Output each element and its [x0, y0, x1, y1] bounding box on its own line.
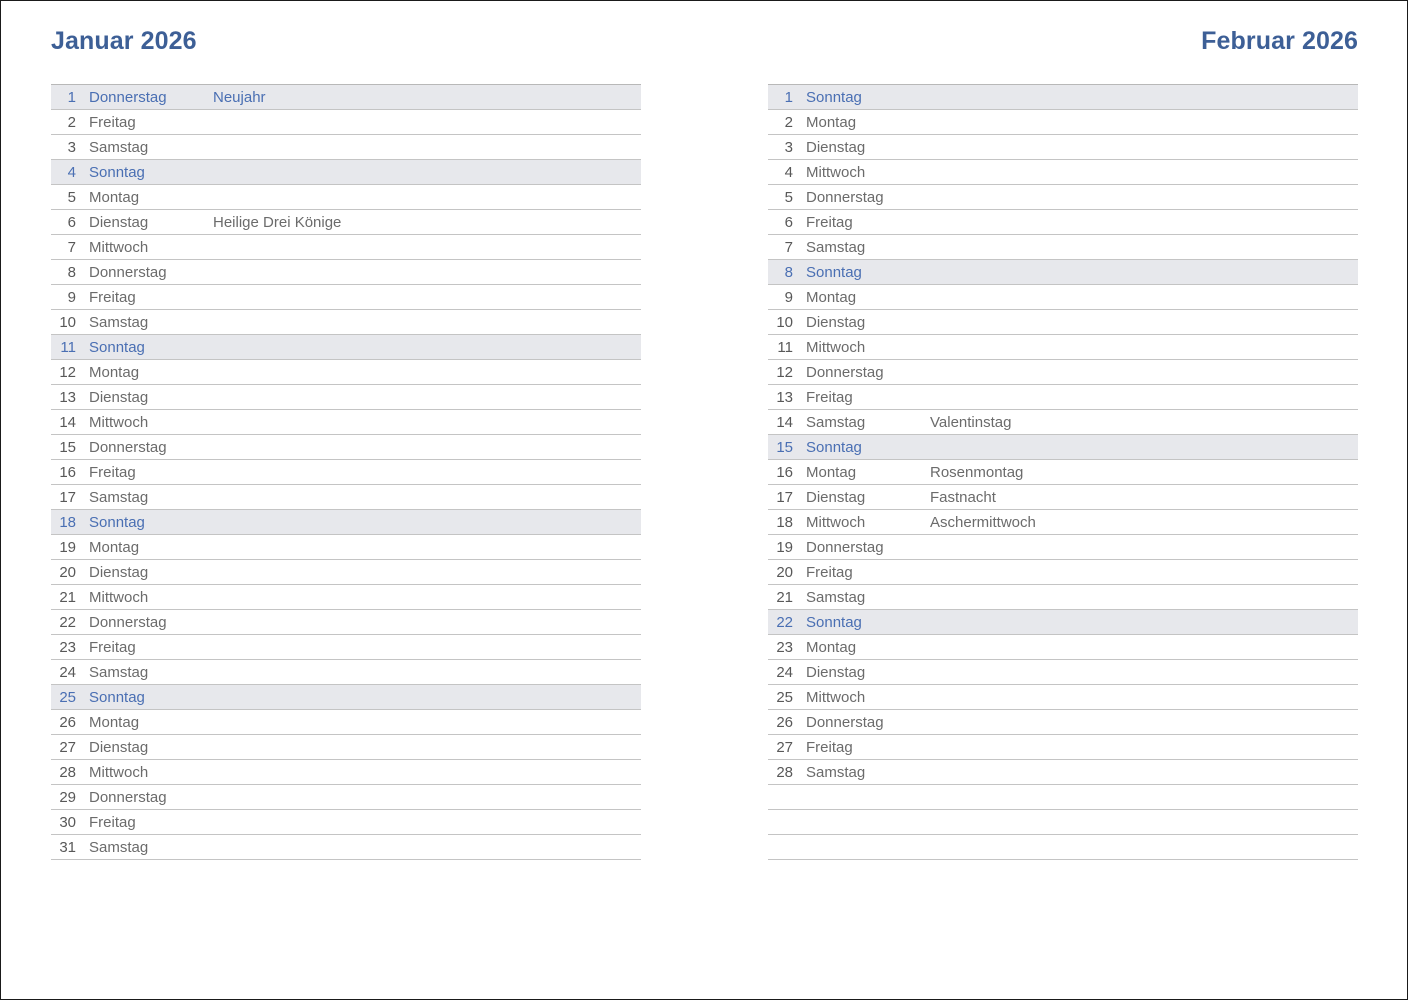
day-number: 26: [59, 714, 76, 731]
day-number: 8: [67, 264, 76, 281]
weekday-name: Donnerstag: [89, 789, 167, 806]
day-row: [768, 685, 1358, 710]
day-row: [51, 160, 641, 185]
day-row: [51, 210, 641, 235]
weekday-name: Mittwoch: [89, 589, 149, 606]
day-row: [51, 485, 641, 510]
weekday-name: Sonntag: [806, 264, 862, 281]
weekday-name: Montag: [806, 289, 857, 306]
weekday-name: Donnerstag: [89, 614, 167, 631]
weekday-name: Donnerstag: [806, 364, 884, 381]
day-row: [51, 785, 641, 810]
day-row: [51, 760, 641, 785]
weekday-name: Samstag: [806, 414, 866, 431]
weekday-name: Mittwoch: [806, 514, 866, 531]
day-number: 9: [784, 289, 793, 306]
weekday-name: Sonntag: [89, 339, 145, 356]
weekday-name: Samstag: [806, 764, 866, 781]
weekday-name: Sonntag: [806, 614, 862, 631]
day-row: [768, 210, 1358, 235]
day-number: 2: [784, 114, 793, 131]
weekday-name: Freitag: [806, 739, 853, 756]
month-title: Februar 2026: [1201, 27, 1358, 55]
day-number: 19: [59, 539, 76, 556]
weekday-name: Donnerstag: [89, 439, 167, 456]
weekday-name: Mittwoch: [89, 414, 149, 431]
day-row: [768, 560, 1358, 585]
day-number: 19: [776, 539, 793, 556]
day-row: [768, 310, 1358, 335]
weekday-name: Montag: [89, 364, 140, 381]
weekday-name: Sonntag: [89, 689, 145, 706]
empty-row: [768, 835, 1358, 860]
day-number: 20: [776, 564, 793, 581]
day-number: 16: [59, 464, 76, 481]
holiday-label: Rosenmontag: [930, 464, 1024, 481]
day-row: [51, 335, 641, 360]
day-number: 10: [59, 314, 76, 331]
weekday-name: Samstag: [89, 314, 149, 331]
day-row: [51, 110, 641, 135]
holiday-label: Valentinstag: [930, 414, 1012, 431]
day-number: 21: [59, 589, 76, 606]
day-row: [51, 360, 641, 385]
weekday-name: Sonntag: [806, 89, 862, 106]
weekday-name: Freitag: [89, 814, 136, 831]
day-row: [768, 285, 1358, 310]
day-number: 6: [784, 214, 793, 231]
day-number: 4: [67, 164, 76, 181]
day-number: 22: [59, 614, 76, 631]
holiday-label: Neujahr: [213, 89, 266, 106]
day-row: [768, 235, 1358, 260]
day-number: 22: [776, 614, 793, 631]
day-row: [51, 685, 641, 710]
day-number: 21: [776, 589, 793, 606]
day-number: 7: [67, 239, 76, 256]
weekday-name: Freitag: [89, 289, 136, 306]
holiday-label: Fastnacht: [930, 489, 996, 506]
day-row: [51, 635, 641, 660]
day-row: [51, 560, 641, 585]
weekday-name: Montag: [89, 714, 140, 731]
day-row: [768, 735, 1358, 760]
day-row: [768, 160, 1358, 185]
day-number: 1: [784, 89, 793, 106]
weekday-name: Freitag: [806, 389, 853, 406]
weekday-name: Freitag: [89, 639, 136, 656]
weekday-name: Mittwoch: [806, 164, 866, 181]
day-row: [768, 710, 1358, 735]
day-row: [51, 260, 641, 285]
weekday-name: Samstag: [89, 489, 149, 506]
day-row: [768, 385, 1358, 410]
day-number: 14: [59, 414, 76, 431]
day-number: 3: [67, 139, 76, 156]
day-row: [51, 835, 641, 860]
weekday-name: Mittwoch: [806, 339, 866, 356]
day-row: [51, 410, 641, 435]
day-number: 28: [59, 764, 76, 781]
holiday-label: Aschermittwoch: [930, 514, 1036, 531]
day-number: 17: [59, 489, 76, 506]
day-list: [768, 84, 1358, 860]
day-number: 23: [59, 639, 76, 656]
day-row: [51, 810, 641, 835]
day-number: 13: [776, 389, 793, 406]
day-number: 2: [67, 114, 76, 131]
day-row: [768, 660, 1358, 685]
weekday-name: Donnerstag: [806, 189, 884, 206]
day-list: [51, 84, 641, 860]
day-number: 7: [784, 239, 793, 256]
day-row: [51, 85, 641, 110]
weekday-name: Dienstag: [89, 389, 149, 406]
day-number: 24: [776, 664, 793, 681]
weekday-name: Dienstag: [806, 139, 866, 156]
day-number: 12: [59, 364, 76, 381]
day-row: [768, 635, 1358, 660]
weekday-name: Dienstag: [89, 739, 149, 756]
weekday-name: Freitag: [806, 564, 853, 581]
day-number: 31: [59, 839, 76, 856]
day-row: [51, 535, 641, 560]
day-number: 15: [59, 439, 76, 456]
weekday-name: Montag: [806, 114, 857, 131]
day-number: 5: [67, 189, 76, 206]
day-row: [51, 585, 641, 610]
day-row: [768, 260, 1358, 285]
weekday-name: Donnerstag: [806, 714, 884, 731]
day-number: 16: [776, 464, 793, 481]
day-row: [768, 510, 1358, 535]
day-number: 18: [59, 514, 76, 531]
weekday-name: Montag: [806, 464, 857, 481]
day-number: 13: [59, 389, 76, 406]
day-row: [768, 585, 1358, 610]
day-number: 14: [776, 414, 793, 431]
weekday-name: Dienstag: [806, 314, 866, 331]
day-number: 25: [776, 689, 793, 706]
weekday-name: Sonntag: [89, 514, 145, 531]
day-row: [51, 660, 641, 685]
day-number: 29: [59, 789, 76, 806]
weekday-name: Samstag: [806, 589, 866, 606]
day-number: 25: [59, 689, 76, 706]
day-number: 17: [776, 489, 793, 506]
day-number: 11: [777, 339, 793, 356]
day-row: [51, 310, 641, 335]
weekday-name: Mittwoch: [806, 689, 866, 706]
day-row: [768, 535, 1358, 560]
weekday-name: Sonntag: [89, 164, 145, 181]
day-row: [768, 185, 1358, 210]
day-number: 6: [67, 214, 76, 231]
weekday-name: Sonntag: [806, 439, 862, 456]
weekday-name: Freitag: [89, 114, 136, 131]
day-row: [768, 435, 1358, 460]
day-row: [51, 285, 641, 310]
weekday-name: Samstag: [89, 839, 149, 856]
day-row: [51, 235, 641, 260]
day-number: 10: [776, 314, 793, 331]
day-number: 30: [59, 814, 76, 831]
weekday-name: Samstag: [89, 139, 149, 156]
weekday-name: Freitag: [806, 214, 853, 231]
weekday-name: Montag: [806, 639, 857, 656]
day-row: [768, 610, 1358, 635]
day-number: 26: [776, 714, 793, 731]
day-number: 15: [776, 439, 793, 456]
weekday-name: Donnerstag: [89, 264, 167, 281]
day-row: [51, 135, 641, 160]
weekday-name: Dienstag: [806, 664, 866, 681]
weekday-name: Dienstag: [89, 214, 149, 231]
day-row: [768, 135, 1358, 160]
weekday-name: Samstag: [89, 664, 149, 681]
day-number: 28: [776, 764, 793, 781]
empty-row: [768, 785, 1358, 810]
day-number: 8: [784, 264, 793, 281]
weekday-name: Samstag: [806, 239, 866, 256]
day-number: 27: [776, 739, 793, 756]
weekday-name: Mittwoch: [89, 764, 149, 781]
day-number: 12: [776, 364, 793, 381]
weekday-name: Mittwoch: [89, 239, 149, 256]
day-number: 1: [67, 89, 76, 106]
day-row: [768, 460, 1358, 485]
day-number: 11: [60, 339, 76, 356]
day-row: [768, 760, 1358, 785]
day-row: [768, 335, 1358, 360]
day-row: [51, 510, 641, 535]
weekday-name: Donnerstag: [89, 89, 167, 106]
weekday-name: Dienstag: [89, 564, 149, 581]
day-row: [768, 360, 1358, 385]
day-row: [768, 485, 1358, 510]
day-number: 27: [59, 739, 76, 756]
day-row: [768, 110, 1358, 135]
weekday-name: Freitag: [89, 464, 136, 481]
day-number: 3: [784, 139, 793, 156]
day-row: [768, 85, 1358, 110]
day-number: 23: [776, 639, 793, 656]
day-row: [51, 710, 641, 735]
day-number: 5: [784, 189, 793, 206]
day-row: [51, 735, 641, 760]
day-row: [51, 185, 641, 210]
empty-row: [768, 810, 1358, 835]
day-number: 20: [59, 564, 76, 581]
day-row: [768, 410, 1358, 435]
day-number: 9: [67, 289, 76, 306]
day-row: [51, 435, 641, 460]
day-row: [51, 610, 641, 635]
day-number: 4: [784, 164, 793, 181]
weekday-name: Donnerstag: [806, 539, 884, 556]
day-number: 24: [59, 664, 76, 681]
day-row: [51, 385, 641, 410]
holiday-label: Heilige Drei Könige: [213, 214, 342, 231]
month-title: Januar 2026: [51, 27, 197, 55]
weekday-name: Montag: [89, 189, 140, 206]
day-row: [51, 460, 641, 485]
weekday-name: Montag: [89, 539, 140, 556]
weekday-name: Dienstag: [806, 489, 866, 506]
day-number: 18: [776, 514, 793, 531]
